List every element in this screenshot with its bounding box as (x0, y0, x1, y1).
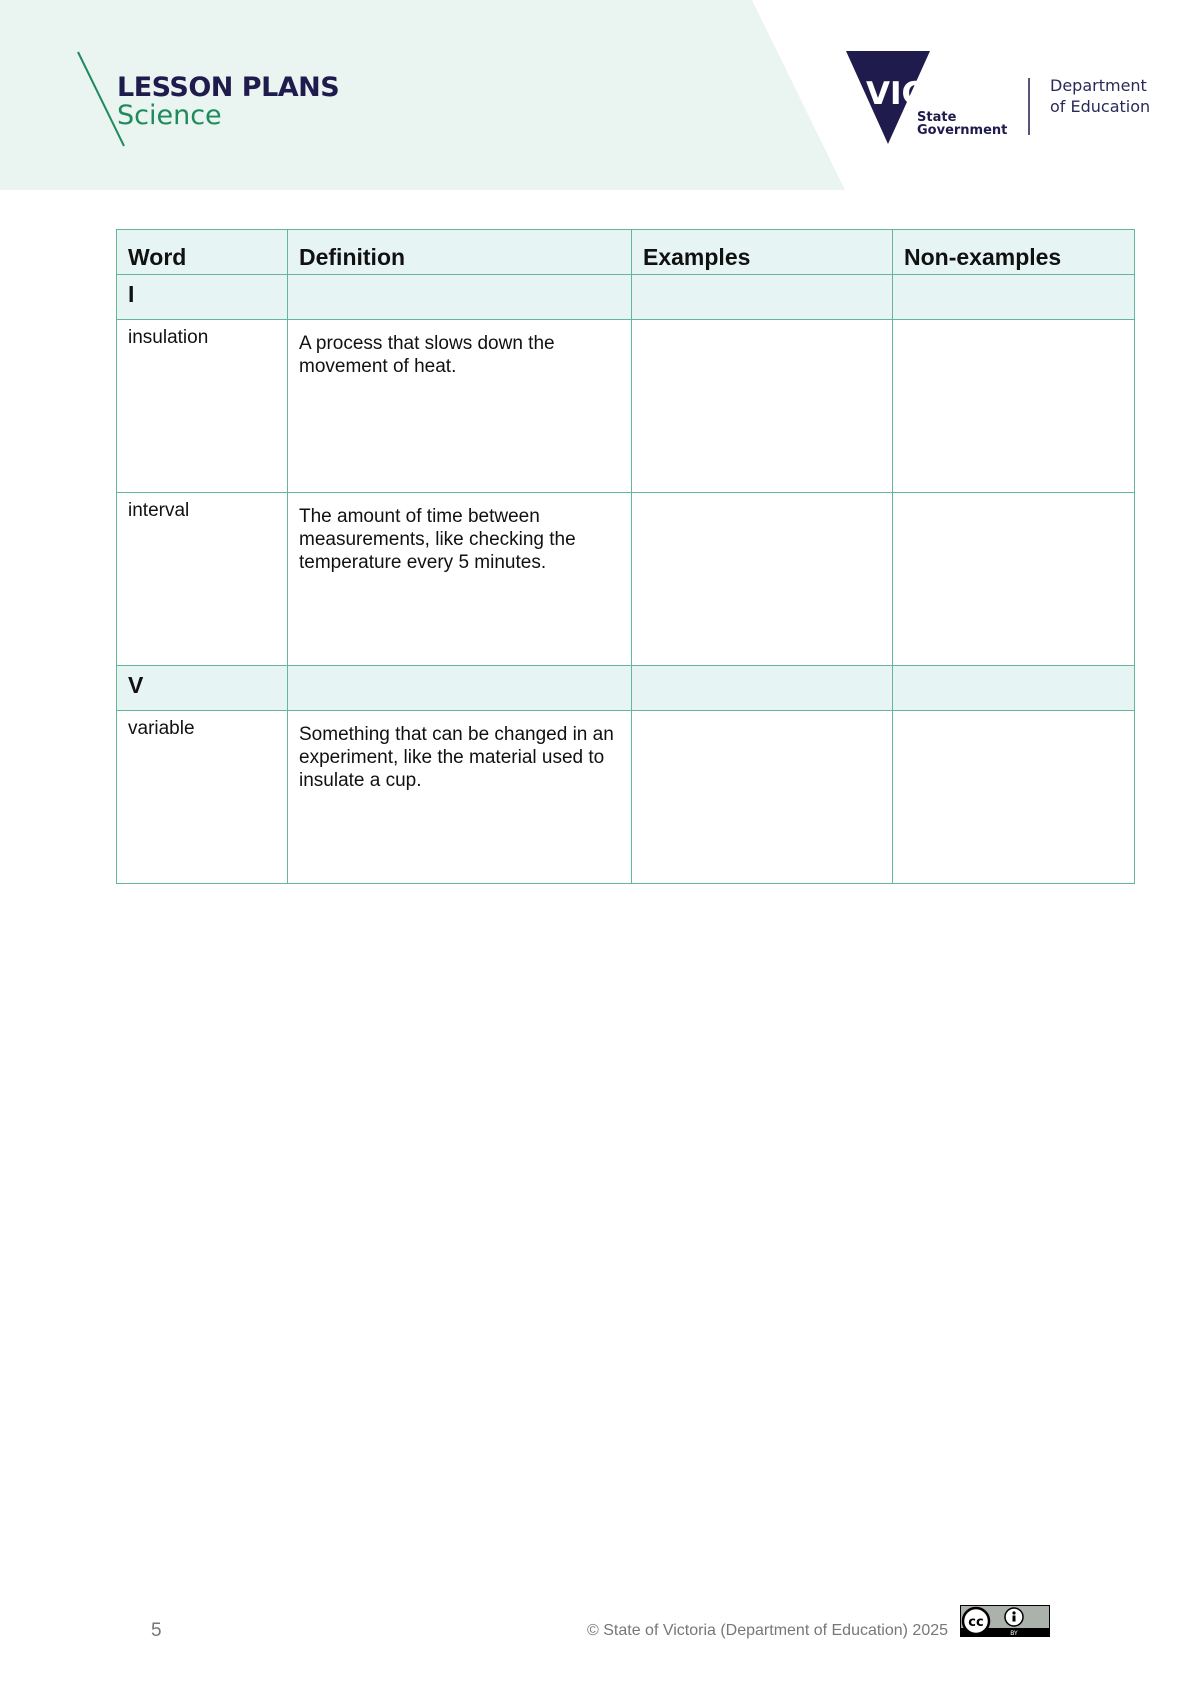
letter-row (117, 666, 1135, 711)
logo-state-text: VICTORIA (866, 76, 1032, 112)
table-row (117, 711, 1135, 884)
creative-commons-by-icon (960, 1605, 1050, 1637)
word-cell: variable (117, 711, 288, 884)
table-row (117, 493, 1135, 666)
department-label (1050, 75, 1150, 117)
definition-cell (288, 666, 632, 711)
non-examples-cell[interactable] (893, 320, 1135, 493)
letter-heading: V (117, 666, 288, 711)
examples-cell[interactable] (632, 275, 893, 320)
victoria-logo (0, 0, 1191, 190)
word-cell: interval (117, 493, 288, 666)
letter-row (117, 275, 1135, 320)
examples-cell[interactable] (632, 666, 893, 711)
brand-title: LESSON PLANS (117, 72, 340, 103)
definition-cell: A process that slows down the movement of heat. (288, 320, 632, 493)
non-examples-cell[interactable] (893, 666, 1135, 711)
logo-sub1: State (917, 110, 957, 125)
non-examples-cell[interactable] (893, 493, 1135, 666)
definition-cell (288, 275, 632, 320)
by-label: BY (1010, 1630, 1018, 1637)
column-header-word: Word (117, 230, 288, 275)
column-header-non-examples: Non-examples (893, 230, 1135, 275)
definition-cell: The amount of time between measurements, like checking the temperature every 5 minutes. (288, 493, 632, 666)
non-examples-cell[interactable] (893, 275, 1135, 320)
non-examples-cell[interactable] (893, 711, 1135, 884)
table-header-row (117, 230, 1135, 275)
cc-label: cc (968, 1615, 984, 1630)
dept-line2: of Education (1050, 97, 1151, 116)
logo-sub2: Government (917, 123, 1008, 138)
brand-subtitle: Science (117, 100, 222, 131)
copyright-notice: © State of Victoria (Department of Education) 2025 (587, 1622, 949, 1639)
vocabulary-table (116, 229, 1135, 884)
letter-heading: I (117, 275, 288, 320)
dept-line1: Department (1050, 76, 1147, 95)
word-cell: insulation (117, 320, 288, 493)
definition-cell: Something that can be changed in an experiment, like the material used to insulate a cup. (288, 711, 632, 884)
table-row (117, 320, 1135, 493)
examples-cell[interactable] (632, 320, 893, 493)
column-header-definition: Definition (288, 230, 632, 275)
examples-cell[interactable] (632, 711, 893, 884)
column-header-examples: Examples (632, 230, 893, 275)
page-number: 5 (151, 1620, 162, 1641)
examples-cell[interactable] (632, 493, 893, 666)
